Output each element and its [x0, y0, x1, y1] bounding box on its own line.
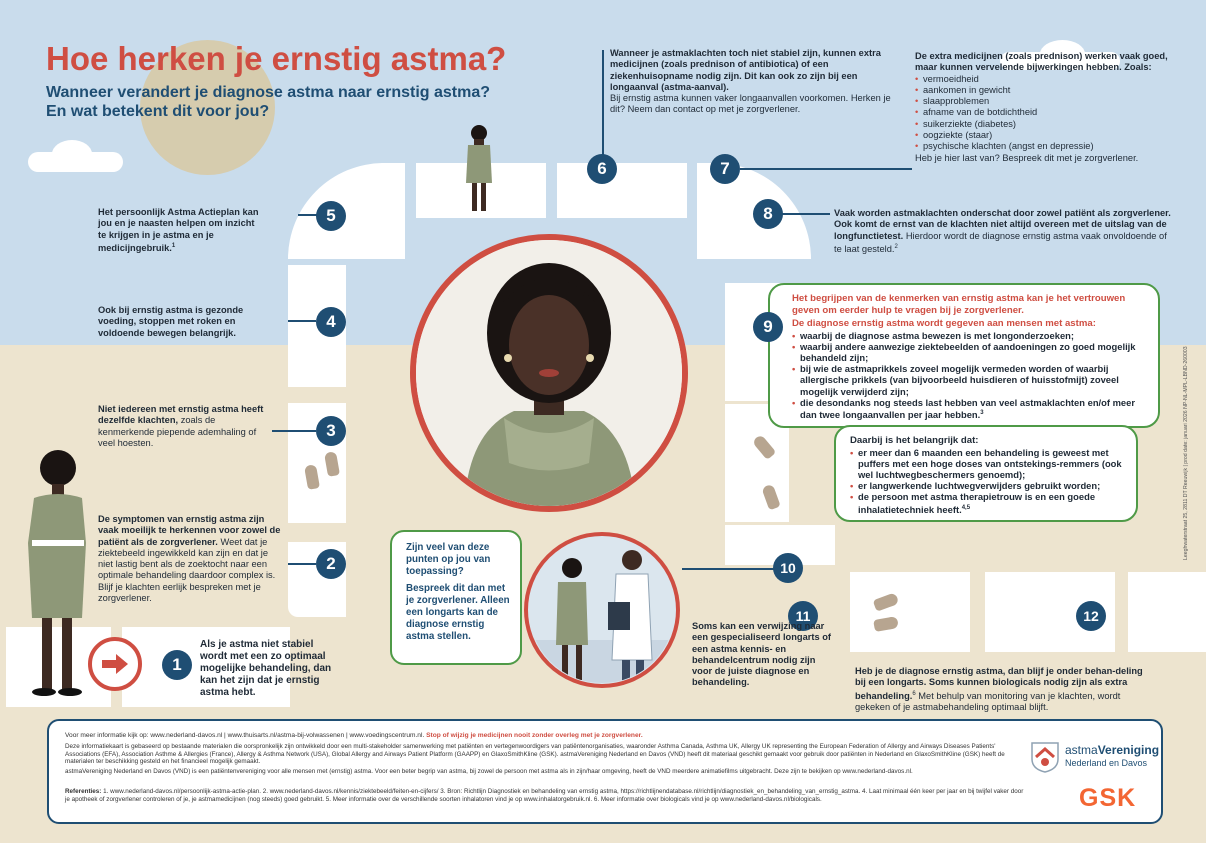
step-badge-2: 2 — [316, 549, 346, 579]
step-badge-5: 5 — [316, 201, 346, 231]
footer-panel — [47, 719, 1163, 824]
side-print-info: Leeghwaterstraat 25, 2811 DT Reeuwijk | prod date: januari 2026 NP-NL-MPL-LBND-260003 — [1183, 346, 1189, 560]
connector-line — [782, 213, 830, 215]
step-badge-8: 8 — [753, 199, 783, 229]
connector-line — [272, 430, 316, 432]
step-badge-6: 6 — [587, 154, 617, 184]
step-text-12: Heb je de diagnose ernstig astma, dan blijf je onder behan-deling bij een longarts. Soms kunnen biologicals nodig zijn als extra behandeling.$^6$ Met behulp van monitoring van je klachten, wordt gekeken of je astmabehandeling optimaal blijft. — [855, 666, 1143, 712]
criteria-extra-list — [850, 447, 1126, 515]
woman-figure-top — [464, 123, 494, 213]
list-item: • die desondanks nog steeds last hebben van veel astmaklachten en/of meer dan twee longaanvallen per jaar hebben.$^3$ — [792, 397, 1148, 421]
callout-box: Zijn veel van deze punten op jou van toepassing? Bespreek dit dan met je zorgverlener. Alleen een longarts kan de diagnose ernstig astma stellen. — [390, 530, 522, 665]
list-item: • oogziekte (staar) — [915, 130, 1175, 141]
criteria-list — [792, 330, 1148, 421]
list-item: • bij wie de astmaprikkels zoveel mogelijk vermeden worden of waarbij allergische prikkels (van bijvoorbeeld huisdieren of huisstofmijt) zoveel mogelijk verwijderd zijn; — [792, 363, 1148, 397]
criteria-box-extra: Daarbij is het belangrijk dat: • er meer dan 6 maanden een behandeling is geweest met puffers met een hoge doses van ontstekings-remmers (ook wel luchtwegbeschermers genoemd); • er langwerkende luchtwegverwijders gebruikt worden; • de persoon met astma therapietrouw is en een goede inhalatietechniek heeft.$^{4,5}$ — [834, 425, 1138, 522]
connector-line — [682, 568, 774, 570]
path-tile — [850, 572, 970, 652]
step-badge-12: 12 — [1076, 601, 1106, 631]
vereniging-shield-icon — [1029, 739, 1061, 773]
list-item: • waarbij andere aanwezige ziektebeelden of aandoeningen zo goed mogelijk behandeld zijn; — [792, 341, 1148, 363]
astmavereniging-logo: astmaVereniging Nederland en Davos — [1029, 739, 1159, 773]
page-title: Hoe herken je ernstig astma? — [46, 40, 507, 77]
list-item: • suikerziekte (diabetes) — [915, 119, 1175, 130]
cloud-decoration — [52, 140, 92, 168]
path-tile — [557, 163, 687, 218]
path-tile — [1128, 572, 1206, 652]
step-badge-10: 10 — [773, 553, 803, 583]
connector-line — [288, 563, 316, 565]
doctor-consultation-illustration — [522, 530, 682, 690]
list-item: • vermoeidheid — [915, 74, 1175, 85]
step-text-2: De symptomen van ernstig astma zijn vaak moeilijk te herkennen voor zowel de patiënt als de zorgverlener. Weet dat je ziektebeeld ingewikkeld kan zijn en dat je niet lastig bent als de zoektocht naar een optimale behandeling daardoor complex is. Blijf je klachten eerlijk bespreken met je zorgverlener. — [98, 514, 281, 604]
step-text-4: Ook bij ernstig astma is gezonde voeding, stoppen met roken en voldoende bewegen belangrijk. — [98, 305, 244, 338]
step-text-1: Als je astma niet stabiel wordt met een zo optimaal mogelijke behandeling, dan kan het zijn dat je ernstig astma hebt. — [200, 639, 332, 698]
page-subtitle: Wanneer verandert je diagnose astma naar ernstig astma? En wat betekent dit voor jou? — [46, 84, 491, 120]
list-item: • er langwerkende luchtwegverwijders gebruikt worden; — [850, 480, 1126, 491]
start-arrow-icon — [88, 637, 142, 691]
list-item: • aankomen in gewicht — [915, 85, 1175, 96]
list-item: • er meer dan 6 maanden een behandeling is geweest met puffers met een hoge doses van ontstekings-remmers (ook wel luchtwegbeschermers genoemd); — [850, 447, 1126, 481]
list-item: • slaapproblemen — [915, 96, 1175, 107]
side-effects-list — [915, 74, 1175, 153]
connector-line — [288, 320, 316, 322]
step-badge-1: 1 — [162, 650, 192, 680]
step-text-3: Niet iedereen met ernstig astma heeft dezelfde klachten, zoals de kenmerkende piepende ademhaling of veel hoesten. — [98, 404, 264, 448]
step-text-8: Vaak worden astmaklachten onderschat door zowel patiënt als zorgverlener. Ook komt de ernst van de klachten niet altijd overeen met de uitslag van de longfunctietest. Hierdoor wordt de diagnose ernstig astma vaak onvoldoende of te laat gesteld.$^2$ — [834, 208, 1171, 254]
step-badge-4: 4 — [316, 307, 346, 337]
step-text-5: Het persoonlijk Astma Actieplan kan jou en je naasten helpen om inzicht te krijgen in je astma en je medicijngebruik.$^1$ — [98, 207, 259, 253]
woman-figure-left — [26, 448, 88, 698]
list-item: • waarbij de diagnose astma bewezen is met longonderzoeken; — [792, 330, 1148, 341]
connector-line — [740, 168, 912, 170]
step-text-11: Soms kan een verwijzing naar een gespecialiseerd longarts of een astma kennis- en behandelcentrum nodig zijn voor de juiste diagnose en behandeling. — [692, 621, 831, 688]
step-text-6: Wanneer je astmaklachten toch niet stabiel zijn, kunnen extra medicijnen (zoals prednison of antibiotica) of een ziekenhuisopname nodig zijn. Dit kan ook zo zijn bij een longaanval (astma-aanval). Bij ernstig astma kunnen vaker longaanvallen voorkomen. Herken je dit? Neem dan contact op met je zorgverlener. — [610, 48, 891, 115]
footer-info: Voor meer informatie kijk op: www.nederland-davos.nl | www.thuisarts.nl/astma-bij-volwassenen | www.voedingscentrum.nl. Stop of wijzig je medicijnen nooit zonder overleg met je zorgverlener. — [65, 732, 643, 739]
list-item: • de persoon met astma therapietrouw is en een goede inhalatietechniek heeft.$^{4,5}$ — [850, 491, 1126, 515]
list-item: • psychische klachten (angst en depressie) — [915, 141, 1175, 152]
gsk-logo: GSK — [1079, 784, 1137, 812]
step-badge-3: 3 — [316, 416, 346, 446]
step-badge-11: 11 — [788, 601, 818, 631]
woman-portrait-illustration — [404, 233, 694, 513]
criteria-box: Het begrijpen van de kenmerken van ernstig astma kan je het vertrouwen geven om eerder hulp te vragen bij je zorgverlener. De diagnose ernstig astma wordt gegeven aan mensen met astma: • waarbij de diagnose astma bewezen is met longonderzoeken; • waarbij andere aanwezige ziektebeelden of aandoeningen zo goed mogelijk behandeld zijn; • bij wie de astmaprikkels zoveel mogelijk vermeden worden of waarbij allergische prikkels (van bijvoorbeeld huisdieren of huisstofmijt) zoveel mogelijk verwijderd zijn; • die desondanks nog steeds last hebben van veel astmaklachten en/of meer dan twee longaanvallen per jaar hebben.$^3$ — [768, 283, 1160, 428]
footer-references: Referenties: 1. www.nederland-davos.nl/persoonlijk-astma-actie-plan. 2. www.nederland-davos.nl/kennis/ziektebeeld/feiten-en-cijfers/ 3. Bron: Richtlijn Diagnostiek en behandeling van ernstig astma, https://richtlijnendatabase.nl/richtlijn/diagnostiek_en_behandeling_van_ernstig_astma. 4. Laat minimaal één keer per jaar en bij twijfel vaker door je apotheek of zorgverlener controleren of je, je astmamedicijnen (nog steeds) goed gebruikt. 5. Meer informatie over de verschillende soorten inhalatoren vind je op www.inhalatorgebruik.nl. 6. Meer informatie over biologicals vind je op www.nederland-davos.nl/biologicals. — [65, 788, 1024, 803]
step-text-7: De extra medicijnen (zoals prednison) werken vaak goed, maar kunnen vervelende bijwerkingen hebben. Zoals: • vermoeidheid • aankomen in gewicht • slaapproblemen • afname van de botdichtheid • suikerziekte (diabetes) • oogziekte (staar) • psychische klachten (angst en depressie) Heb je hier last van? Bespreek dit met je zorgverlener. — [915, 51, 1175, 164]
list-item: • afname van de botdichtheid — [915, 107, 1175, 118]
footer-paragraph: astmaVereniging Nederland en Davos (VND) is een patiëntenvereniging voor alle mensen met (ernstig) astma. Voor een beter begrip van astma, bij zowel de persoon met astma als in zijn/haar omgeving, heeft de VND meerdere animatiefilms uitgebracht. Deze zijn te bekijken op www.nederland-davos.nl. — [65, 768, 913, 775]
connector-line — [602, 50, 604, 155]
step-badge-7: 7 — [710, 154, 740, 184]
connector-line — [298, 214, 318, 216]
footer-paragraph: Deze informatiekaart is gebaseerd op bestaande materialen die oorspronkelijk zijn ontwikkeld door een multi-stakeholder samenwerking met patiënten en vertegenwoordigers van patiëntenorganisaties, waaronder Asthma Canada, Asthma UK, Allergy UK representing the European Federation of Allergy and Airways Diseases Patients' Associations (EFA), Association Asthme & Allergies (France), Allergy & Asthma Network (USA), Global Allergy and Airways Patient Platform (GAAPP) en GlaxoSmithKline (GSK). astmaVereniging Nederland en Davos (VND) heeft dit materiaal geschikt gemaakt voor gebruik door patiënten in Nederland en GlaxoSmithKline (GSK) heeft de materialen ter beschikking gesteld en het financieel mogelijk gemaakt. — [65, 743, 1005, 766]
step-badge-9: 9 — [753, 312, 783, 342]
